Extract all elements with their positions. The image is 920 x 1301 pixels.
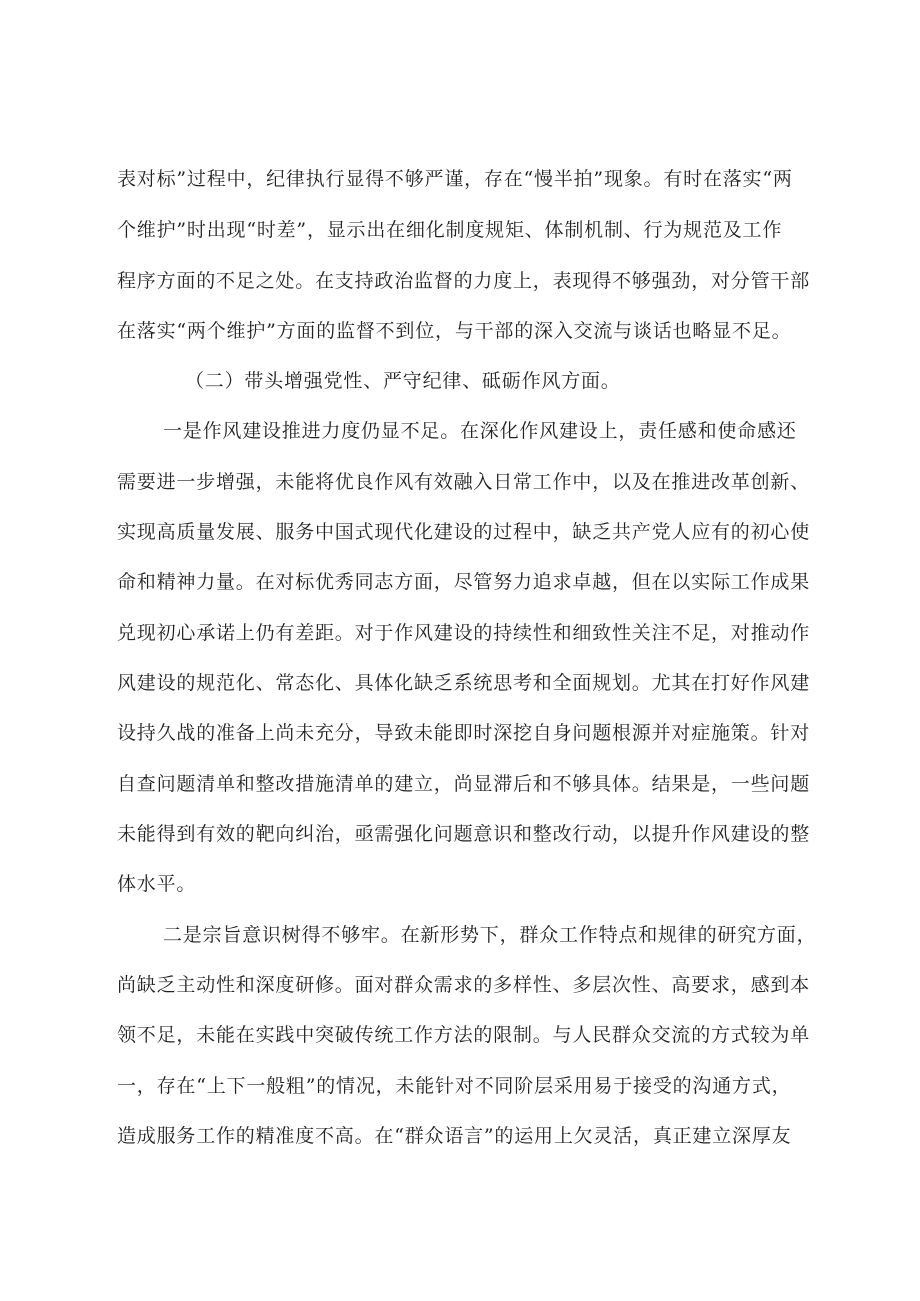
body-line: 需要进一步增强，未能将优良作风有效融入日常工作中，以及在推进改革创新、	[117, 471, 811, 493]
body-line: 体水平。	[117, 873, 197, 895]
body-line: 程序方面的不足之处。在支持政治监督的力度上，表现得不够强劲，对分管干部	[117, 270, 811, 292]
body-line: 领不足，未能在实践中突破传统工作方法的限制。与人民群众交流的方式较为单	[117, 1024, 811, 1046]
body-line: 命和精神力量。在对标优秀同志方面，尽管努力追求卓越，但在以实际工作成果	[117, 571, 811, 593]
body-line: 造成服务工作的精准度不高。在“群众语言”的运用上欠灵活，真正建立深厚友	[117, 1125, 792, 1147]
body-line: 表对标”过程中，纪律执行显得不够严谨，存在“慢半拍”现象。有时在落实“两	[117, 168, 793, 190]
body-line: 未能得到有效的靶向纠治，亟需强化问题意识和整改行动，以提升作风建设的整	[117, 823, 811, 845]
body-line: 尚缺乏主动性和深度研修。面对群众需求的多样性、多层次性、高要求，感到本	[117, 974, 811, 996]
paragraph-first-line: 二是宗旨意识树得不够牢。在新形势下，群众工作特点和规律的研究方面，	[163, 924, 817, 946]
section-heading: （二）带头增强党性、严守纪律、砥砺作风方面。	[185, 370, 621, 392]
body-line: 自查问题清单和整改措施清单的建立，尚显滞后和不够具体。结果是，一些问题	[117, 773, 811, 795]
body-line: 设持久战的准备上尚未充分，导致未能即时深挖自身问题根源并对症施策。针对	[117, 722, 811, 744]
body-line: 一，存在“上下一般粗”的情况，未能针对不同阶层采用易于接受的沟通方式，	[117, 1075, 792, 1097]
body-line: 兑现初心承诺上仍有差距。对于作风建设的持续性和细致性关注不足，对推动作	[117, 622, 811, 644]
body-line: 个维护”时出现“时差”，显示出在细化制度规矩、体制机制、行为规范及工作	[117, 219, 783, 241]
body-line: 风建设的规范化、常态化、具体化缺乏系统思考和全面规划。尤其在打好作风建	[117, 672, 811, 694]
paragraph-first-line: 一是作风建设推进力度仍显不足。在深化作风建设上，责任感和使命感还	[163, 420, 797, 442]
body-line: 实现高质量发展、服务中国式现代化建设的过程中，缺乏共产党人应有的初心使	[117, 521, 811, 543]
body-line: 在落实“两个维护”方面的监督不到位，与干部的深入交流与谈话也略显不足。	[117, 320, 792, 342]
